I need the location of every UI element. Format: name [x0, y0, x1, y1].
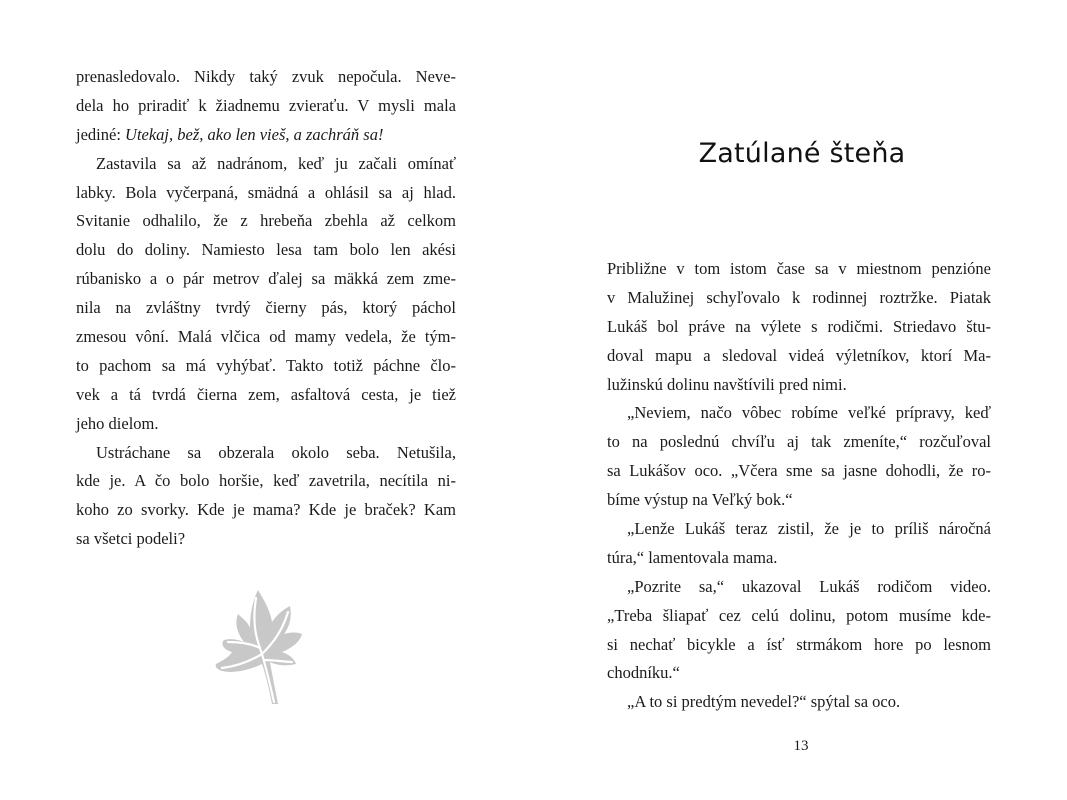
text-line: „A to si predtým nevedel?“ spýtal sa oco.	[627, 692, 901, 712]
text-line: Svitanie odhalilo, že z hrebeňa zbehla až celkom	[76, 211, 456, 231]
text-line: rúbanisko a o pár metrov ďalej sa mäkká zem zme-	[76, 269, 456, 289]
text-line: dolu do doliny. Namiesto lesa tam bolo len akési	[76, 240, 456, 260]
leaf-icon	[212, 588, 304, 706]
text-line: koho zo svorky. Kde je mama? Kde je braček? Kam	[76, 500, 456, 520]
left-page	[0, 0, 533, 800]
left-page-text	[76, 63, 456, 554]
text-line: prenasledovalo. Nikdy taký zvuk nepočula. Neve-	[76, 67, 456, 86]
text-line: „Neviem, načo vôbec robíme veľké prípravy, keď	[627, 403, 991, 423]
text-line: „Treba šliapať cez celú dolinu, potom musíme kde-	[607, 605, 991, 625]
text-line: vek a tá tvrdá čierna zem, asfaltová cesta, je tiež	[76, 384, 456, 404]
text-line: Ustráchane sa obzerala okolo seba. Netušila,	[96, 442, 456, 462]
text-line: si nechať bicykle a ísť strmákom hore po lesnom	[607, 634, 991, 654]
text-line: Približne v tom istom čase sa v miestnom penzióne	[607, 259, 991, 278]
text-line: to pachom sa má vyhýbať. Takto totiž páchne člo-	[76, 355, 456, 375]
text-line: bíme výstup na Veľký bok.“	[607, 490, 793, 510]
text-line: chodníku.“	[607, 663, 680, 683]
text-line: „Pozrite sa,“ ukazoval Lukáš rodičom video.	[627, 576, 991, 596]
right-page-text	[607, 255, 991, 717]
text-line: lužinskú dolinu navštívili pred nimi.	[607, 374, 847, 394]
chapter-title: Zatúlané šteňa	[698, 138, 906, 169]
page-number: 13	[793, 738, 809, 754]
right-page	[533, 0, 1067, 800]
italic-phrase: Utekaj, bež, ako len vieš, a zachráň sa!	[125, 124, 384, 144]
text-line: zmesou vôní. Malá vlčica od mamy vedela, že tým-	[76, 327, 456, 347]
text-line: Zastavila sa až nadránom, keď ju začali omínať	[96, 153, 456, 173]
text-line: „Lenže Lukáš teraz zistil, že je to príliš náročná	[627, 519, 991, 539]
text-line: labky. Bola vyčerpaná, smädná a ohlásil sa aj hlad.	[76, 182, 456, 202]
text-line: túra,“ lamentovala mama.	[607, 547, 778, 567]
text-line: Lukáš bol práve na výlete s rodičmi. Striedavo štu-	[607, 316, 991, 336]
text-line: to na poslednú chvíľu aj tak zmeníte,“ rozčuľoval	[607, 432, 991, 452]
text-line: nila na zvláštny tvrdý čierny pás, ktorý páchol	[76, 298, 456, 318]
text-line: kde je. A čo bolo horšie, keď zavetrila, necítila ni-	[76, 471, 456, 491]
text-line: dela ho priradiť k žiadnemu zvieraťu. V mysli mala	[76, 95, 456, 115]
text-line: v Malužinej schyľovalo k rodinnej roztržke. Piatak	[607, 287, 991, 307]
text-line	[76, 121, 456, 150]
text-line: sa Lukášov oco. „Včera sme sa jasne dohodli, že ro-	[607, 461, 991, 481]
text-fragment: jediné:	[76, 124, 126, 144]
text-line: sa všetci podeli?	[76, 529, 186, 549]
text-line: doval mapu a sledoval videá výletníkov, ktorí Ma-	[607, 345, 991, 365]
text-line: jeho dielom.	[76, 413, 159, 433]
